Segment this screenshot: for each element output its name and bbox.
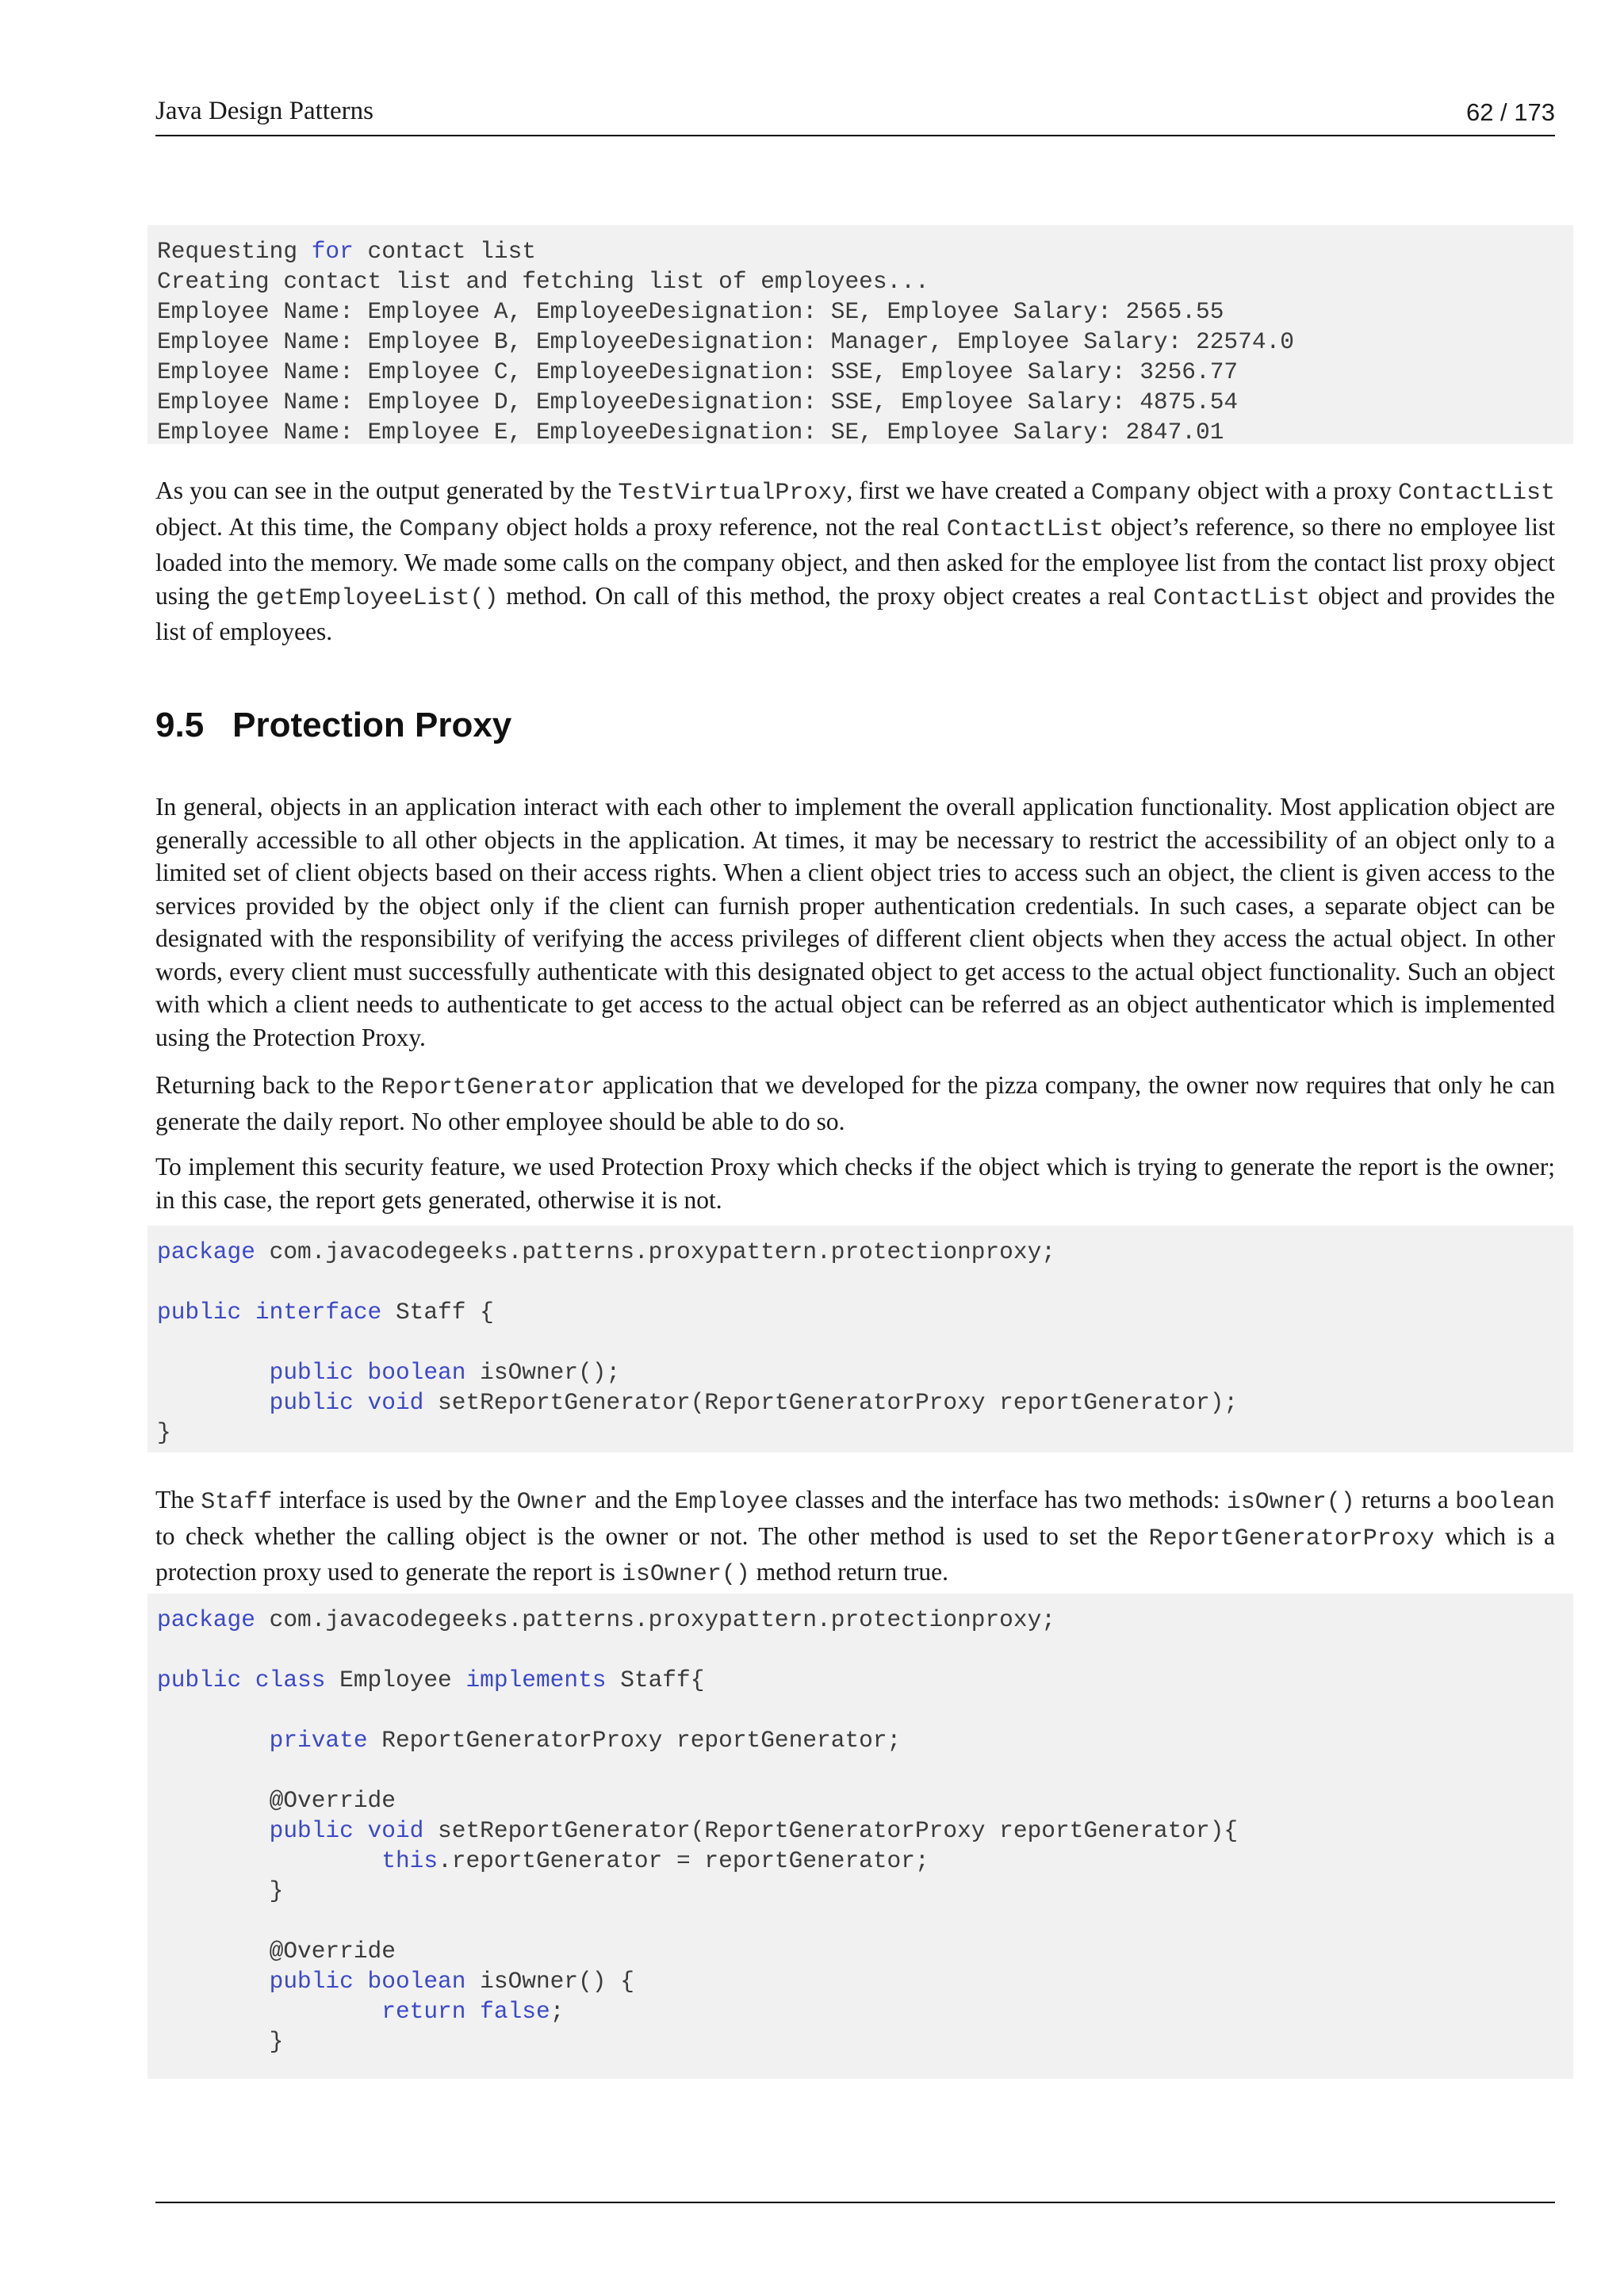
code-keyword: public — [269, 1389, 354, 1416]
code-line — [157, 1846, 1564, 1876]
code-keyword: public — [157, 1299, 242, 1326]
code-token: ; — [550, 1998, 565, 2025]
inline-code: Employee — [674, 1489, 789, 1516]
paragraph-text: object. At this time, the — [155, 512, 400, 541]
code-keyword: this — [381, 1847, 439, 1874]
code-line — [157, 1357, 1564, 1387]
code-token — [354, 1968, 368, 1995]
code-token: ReportGeneratorProxy reportGenerator; — [367, 1727, 902, 1754]
code-token — [354, 1817, 368, 1844]
code-token: .reportGenerator = reportGenerator; — [438, 1847, 929, 1874]
code-token: } — [157, 2028, 284, 2055]
code-token: isOwner() { — [465, 1968, 634, 1995]
code-token: contact list — [353, 238, 536, 265]
code-line — [157, 1725, 1564, 1755]
paragraph-text: object’s reference, so there no employee list loaded into the memory. We made some calls on the company object, and then asked for the employee list from the contact list proxy object using the — [155, 512, 1555, 610]
code-token — [157, 1359, 270, 1386]
code-keyword: interface — [255, 1299, 382, 1326]
code-line — [157, 266, 1564, 297]
paragraph-text: As you can see in the output generated by the — [155, 476, 619, 504]
code-keyword: public — [269, 1968, 354, 1995]
code-line — [157, 1755, 1564, 1785]
code-token — [157, 1817, 270, 1844]
paragraph-protection-proxy-intro — [155, 790, 1555, 1054]
paragraph-text: Returning back to the — [155, 1071, 381, 1099]
code-token: Staff { — [381, 1299, 494, 1326]
code-token: com.javacodegeeks.patterns.proxypattern.protectionproxy; — [255, 1238, 1055, 1265]
paragraph-text: To implement this security feature, we used Protection Proxy which checks if the object which is trying to generate the report is the owner; in this case, the report gets generated, otherwise it is not. — [155, 1153, 1555, 1214]
code-line — [157, 1906, 1564, 1936]
code-line — [157, 1297, 1564, 1327]
paragraph-security-feature — [155, 1150, 1555, 1216]
code-token — [354, 1359, 368, 1386]
inline-code: ReportGeneratorProxy — [1148, 1525, 1434, 1552]
code-token: Employee Name: Employee E, EmployeeDesignation: SE, Employee Salary: 2847.01 — [157, 419, 1224, 446]
code-line — [157, 1327, 1564, 1357]
code-line — [157, 1695, 1564, 1725]
section-heading — [155, 706, 511, 745]
inline-code: boolean — [1454, 1489, 1555, 1516]
code-token: } — [157, 1877, 284, 1904]
code-token — [241, 1299, 255, 1326]
paragraph-text: , first we have created a — [846, 476, 1091, 504]
code-keyword: package — [157, 1238, 255, 1265]
section-title: Protection Proxy — [232, 706, 512, 744]
inline-code: ContactList — [946, 515, 1104, 543]
paragraph-text: The — [155, 1486, 201, 1513]
code-line — [157, 236, 1564, 266]
code-line — [157, 387, 1564, 417]
code-line — [157, 1605, 1564, 1635]
code-line — [157, 1966, 1564, 1996]
page-header — [155, 97, 1555, 136]
code-line — [157, 357, 1564, 387]
page-number: 62 / 173 — [1465, 98, 1555, 126]
employee-class-code-block — [147, 1594, 1573, 2079]
code-keyword: void — [367, 1817, 424, 1844]
paragraph-text: object and provides the list of employees. — [155, 581, 1555, 645]
code-line — [157, 2026, 1564, 2057]
code-keyword: public — [269, 1359, 354, 1386]
paragraph-text: In general, objects in an application interact with each other to implement the overall application functionality. Most application object are generally accessible to all other objects in the application. At times, it may be necessary to restrict the accessibility of an object only to a limited set of client objects based on their access rights. When a client object tries to access such an object, the client is given access to the services provided by the object only if the client can furnish proper authentication credentials. In such cases, a separate object can be designated with the responsibility of verifying the access privileges of different client objects when they access the actual object. In other words, every client must successfully authenticate with this designated object to get access to the actual object functionality. Such an object with which a client needs to authenticate to get access to the actual object can be referred as an object authenticator which is implemented using the Protection Proxy. — [155, 793, 1555, 1051]
paragraph-text: to check whether the calling object is the owner or not. The other method is used to set the — [155, 1521, 1149, 1550]
code-token: setReportGenerator(ReportGeneratorProxy reportGenerator); — [423, 1389, 1239, 1416]
code-line — [157, 1936, 1564, 1966]
inline-code: ReportGenerator — [381, 1074, 596, 1101]
paragraph-virtual-proxy-explanation — [155, 474, 1555, 649]
code-token: Creating contact list and fetching list of employees... — [157, 268, 929, 295]
code-keyword: implements — [465, 1667, 607, 1693]
paragraph-text: method. On call of this method, the proxy object creates a real — [498, 581, 1154, 610]
code-line — [157, 1876, 1564, 1906]
code-keyword: public — [269, 1817, 354, 1844]
code-token — [354, 1389, 368, 1416]
inline-code: Owner — [516, 1489, 588, 1516]
code-line — [157, 1665, 1564, 1695]
code-token: Employee — [325, 1667, 466, 1693]
code-token: Employee Name: Employee B, EmployeeDesignation: Manager, Employee Salary: 22574.0 — [157, 328, 1294, 355]
code-keyword: for — [311, 238, 354, 265]
code-line — [157, 417, 1564, 447]
code-token: @Override — [157, 1787, 396, 1814]
code-token: Employee Name: Employee C, EmployeeDesignation: SSE, Employee Salary: 3256.77 — [157, 358, 1239, 385]
paragraph-text: object holds a proxy reference, not the real — [499, 512, 947, 541]
code-token: Requesting — [157, 238, 312, 265]
code-keyword: private — [269, 1727, 368, 1754]
code-token: Employee Name: Employee A, EmployeeDesignation: SE, Employee Salary: 2565.55 — [157, 298, 1224, 325]
section-number: 9.5 — [155, 706, 205, 744]
code-token — [157, 1968, 270, 1995]
code-token: setReportGenerator(ReportGeneratorProxy reportGenerator){ — [423, 1817, 1239, 1844]
inline-code: ContactList — [1153, 584, 1311, 612]
inline-code: Staff — [201, 1489, 273, 1516]
code-token — [157, 1389, 270, 1416]
code-line — [157, 1267, 1564, 1297]
code-token — [465, 1998, 480, 2025]
code-keyword: public — [157, 1667, 242, 1693]
program-output-block — [147, 225, 1573, 444]
code-token: } — [157, 1419, 171, 1446]
code-keyword: void — [367, 1389, 424, 1416]
code-token: com.javacodegeeks.patterns.proxypattern.protectionproxy; — [255, 1606, 1055, 1633]
running-title: Java Design Patterns — [155, 97, 373, 125]
code-line — [157, 327, 1564, 357]
code-line — [157, 1237, 1564, 1267]
code-token: Employee Name: Employee D, EmployeeDesignation: SSE, Employee Salary: 4875.54 — [157, 388, 1239, 415]
code-token — [241, 1667, 255, 1693]
staff-interface-code-block — [147, 1226, 1573, 1452]
inline-code: ContactList — [1397, 480, 1555, 507]
code-keyword: boolean — [367, 1968, 466, 1995]
code-line — [157, 1418, 1564, 1448]
paragraph-staff-interface — [155, 1483, 1555, 1592]
paragraph-text: classes and the interface has two methods: — [788, 1486, 1227, 1513]
footer-rule — [155, 2202, 1555, 2203]
code-keyword: false — [480, 1998, 550, 2025]
code-keyword: boolean — [367, 1359, 466, 1386]
paragraph-report-generator — [155, 1069, 1555, 1138]
paragraph-text: object with a proxy — [1190, 476, 1398, 504]
code-token — [157, 1727, 270, 1754]
code-line — [157, 1816, 1564, 1846]
code-line — [157, 297, 1564, 327]
paragraph-text: interface is used by the — [272, 1486, 517, 1513]
inline-code: Company — [399, 515, 500, 543]
inline-code: getEmployeeList() — [255, 584, 499, 612]
paragraph-text: application that we developed for the pizza company, the owner now requires that only he can generate the daily report. No other employee should be able to do so. — [155, 1071, 1555, 1135]
code-token: Staff{ — [606, 1667, 705, 1693]
paragraph-text: method return true. — [749, 1558, 949, 1586]
code-line — [157, 1996, 1564, 2026]
code-keyword: package — [157, 1606, 255, 1633]
code-line — [157, 1785, 1564, 1816]
code-token: @Override — [157, 1938, 396, 1965]
paragraph-text: and the — [588, 1486, 675, 1513]
code-token — [157, 1847, 381, 1874]
code-token: isOwner(); — [465, 1359, 621, 1386]
code-line — [157, 1635, 1564, 1665]
code-line — [157, 1387, 1564, 1418]
code-token — [157, 1998, 381, 2025]
paragraph-text: which is a protection proxy used to generate the report is — [155, 1521, 1555, 1586]
code-keyword: return — [381, 1998, 466, 2025]
inline-code: TestVirtualProxy — [618, 480, 847, 507]
inline-code: isOwner() — [621, 1561, 750, 1588]
inline-code: Company — [1090, 480, 1191, 507]
code-keyword: class — [255, 1667, 326, 1693]
inline-code: isOwner() — [1226, 1489, 1355, 1516]
paragraph-text: returns a — [1354, 1486, 1455, 1513]
